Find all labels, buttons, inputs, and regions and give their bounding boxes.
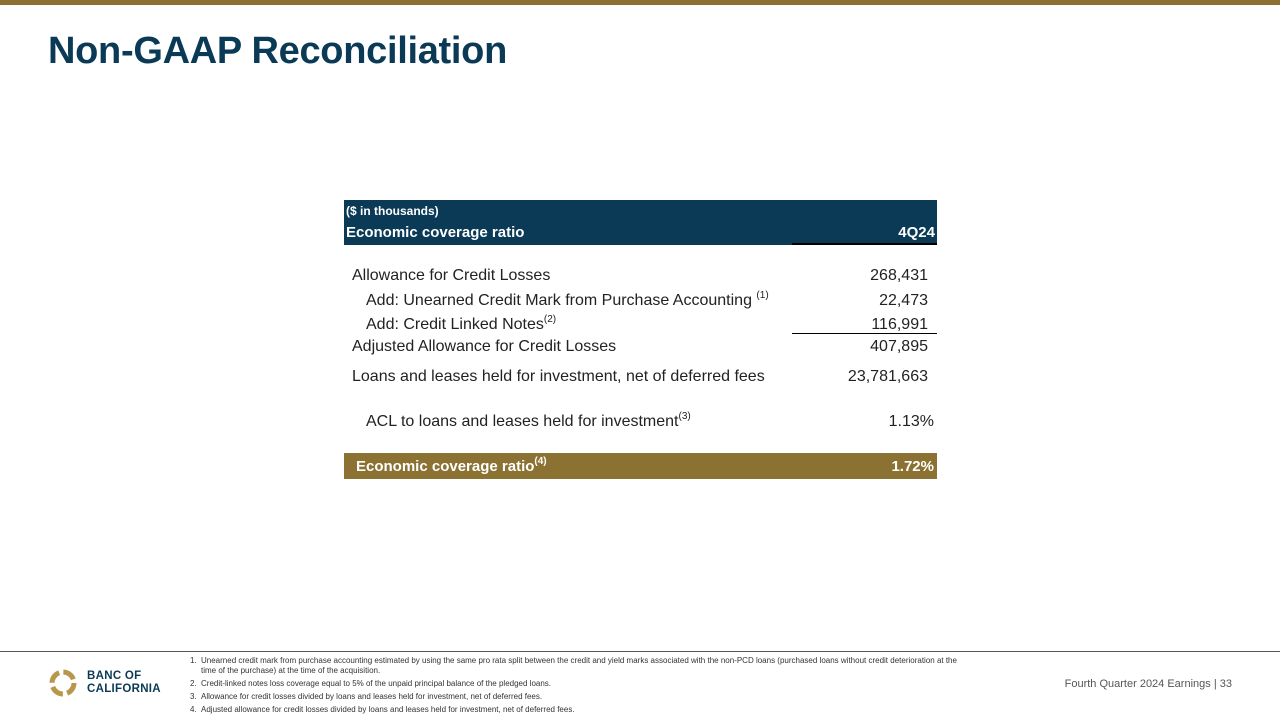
footnote: 3. Allowance for credit losses divided by loans and leases held for investment, net of deferred fees. bbox=[190, 692, 543, 701]
footnote: 2. Credit-linked notes loss coverage equal to 5% of the unpaid principal balance of the pledged loans. bbox=[190, 679, 552, 688]
row-label: Add: Credit Linked Notes$^{(2)}$ bbox=[366, 314, 557, 333]
subtotal-rule bbox=[792, 333, 937, 334]
row-value: 1.13% bbox=[888, 413, 934, 430]
row-label: Adjusted Allowance for Credit Losses bbox=[352, 338, 617, 355]
total-row bbox=[344, 453, 937, 479]
table-name: Economic coverage ratio bbox=[346, 224, 525, 241]
top-accent-bar bbox=[0, 0, 1280, 5]
footnote-ref: (1) bbox=[756, 290, 769, 301]
total-value: 1.72% bbox=[891, 458, 934, 475]
page-footer bbox=[1065, 678, 1232, 690]
page-number: 33 bbox=[1219, 678, 1232, 690]
footer-divider bbox=[0, 651, 1280, 652]
table-units: ($ in thousands) bbox=[346, 204, 439, 218]
table-period: 4Q24 bbox=[898, 224, 935, 241]
logo-wordmark: BANC OF CALIFORNIA bbox=[87, 670, 161, 695]
row-label: Add: Unearned Credit Mark from Purchase Accounting $^{(1)}$ bbox=[366, 290, 769, 309]
footnote-ref: (2) bbox=[543, 314, 557, 325]
footnote: 1. Unearned credit mark from purchase accounting estimated by using the same pro rata split between the credit and yield marks associated with the non-PCD loans (purchased loans without credit deterioration at the time of the purchase) at the time of the acquisition. bbox=[190, 656, 957, 675]
footer-text: Fourth Quarter 2024 Earnings | bbox=[1064, 678, 1217, 690]
table-header bbox=[344, 200, 937, 245]
footnote: 4. Adjusted allowance for credit losses divided by loans and leases held for investment, net of deferred fees. bbox=[190, 705, 575, 714]
footnote-ref: (4) bbox=[534, 456, 547, 467]
bank-logo-icon bbox=[47, 667, 79, 699]
row-label: Allowance for Credit Losses bbox=[352, 267, 551, 284]
row-label: ACL to loans and leases held for investment$^{(3)}$ bbox=[366, 411, 691, 430]
row-label: Loans and leases held for investment, net of deferred fees bbox=[352, 368, 765, 385]
footnote-ref: (3) bbox=[678, 411, 691, 422]
row-value: 23,781,663 bbox=[847, 368, 928, 385]
row-value: 268,431 bbox=[870, 267, 928, 284]
row-value: 116,991 bbox=[871, 316, 928, 333]
reconciliation-table bbox=[344, 200, 937, 475]
header-underline bbox=[792, 243, 937, 245]
page-title: Non-GAAP Reconciliation bbox=[48, 30, 507, 72]
row-value: 407,895 bbox=[870, 338, 928, 355]
total-label: Economic coverage ratio$^{(4)}$ bbox=[356, 456, 547, 475]
row-value: 22,473 bbox=[879, 292, 928, 309]
footnotes bbox=[190, 656, 960, 718]
